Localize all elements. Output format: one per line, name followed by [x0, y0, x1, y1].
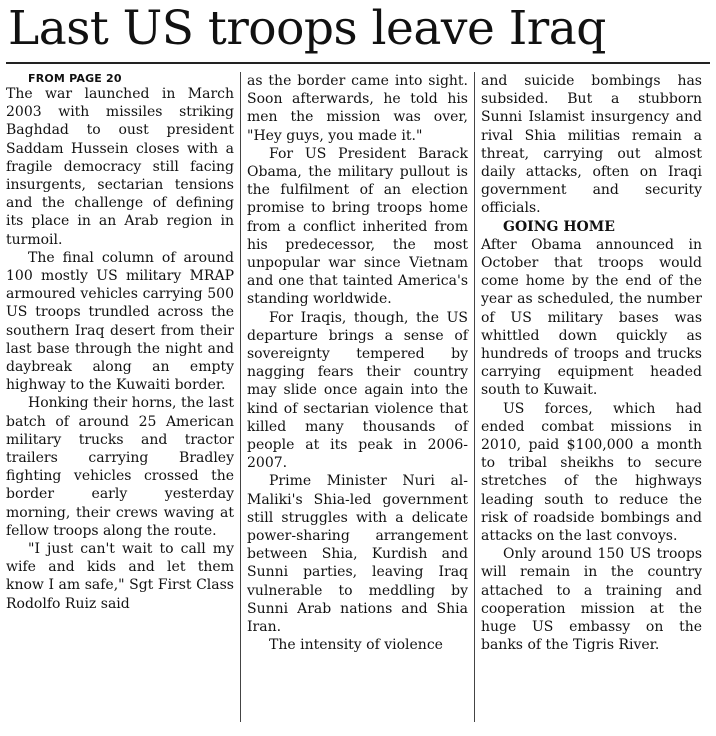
subheading: GOING HOME — [503, 218, 615, 235]
headline: Last US troops leave Iraq — [8, 1, 606, 56]
paragraph: The war launched in March 2003 with missiles striking Baghdad to oust president Saddam Hussein closes with a fragile democracy still facing insurgents, sectarian tensions and the challenge of defining its place in an Arab region in turmoil. — [6, 86, 234, 248]
column-1 — [6, 72, 240, 722]
column-3 — [474, 72, 708, 722]
paragraph: Only around 150 US troops will remain in the country attached to a training and cooperation mission at the huge US embassy on the banks of the Tigris River. — [481, 546, 702, 654]
paragraph: as the border came into sight. Soon afterwards, he told his men the mission was over, "Hey guys, you made it." — [247, 73, 468, 144]
kicker: FROM PAGE 20 — [28, 72, 122, 85]
paragraph: and suicide bombings has subsided. But a stubborn Sunni Islamist insurgency and rival Shia militias remain a threat, carrying out almost daily attacks, often on Iraqi government and security officials. — [481, 73, 702, 217]
paragraph: US forces, which had ended combat missions in 2010, paid $100,000 a month to tribal sheikhs to secure stretches of the highways leading south to reduce the risk of roadside bombings and attacks on the last convoys. — [481, 400, 702, 545]
paragraph: Prime Minister Nuri al-Maliki's Shia-led government still struggles with a delicate power-sharing arrangement between Shia, Kurdish and Sunni parties, leaving Iraq vulnerable to meddling by Sunni Arab nations and Shia Iran. — [247, 473, 468, 636]
paragraph: The final column of around 100 mostly US military MRAP armoured vehicles carrying 500 US troops trundled across the southern Iraq desert from their last base through the night and daybreak along an empty highway to the Kuwaiti border. — [6, 249, 234, 394]
paragraph: For US President Barack Obama, the military pullout is the fulfilment of an election promise to bring troops home from a conflict inherited from his predecessor, the most unpopular war since Vietnam and one that tainted America's standing worldwide. — [247, 145, 468, 308]
paragraph: For Iraqis, though, the US departure brings a sense of sovereignty tempered by nagging fears their country may slide once again into the kind of sectarian violence that killed many thousands of people at its peak in 2006-2007. — [247, 309, 468, 472]
column-2 — [240, 72, 474, 722]
headline-rule — [6, 62, 710, 64]
paragraph: The intensity of violence — [269, 637, 443, 654]
paragraph: Honking their horns, the last batch of around 25 American military trucks and tractor trailers carrying Bradley fighting vehicles crossed the border early yesterday morning, their crews waving at fellow troops along the route. — [6, 395, 234, 539]
paragraph: After Obama announced in October that troops would come home by the end of the year as scheduled, the number of US military bases was whittled down quickly as hundreds of troops and trucks carrying equipment headed south to Kuwait. — [481, 236, 702, 399]
article-columns — [6, 72, 710, 722]
paragraph: "I just can't wait to call my wife and kids and let them know I am safe," Sgt First Class Rodolfo Ruiz said — [6, 541, 234, 612]
